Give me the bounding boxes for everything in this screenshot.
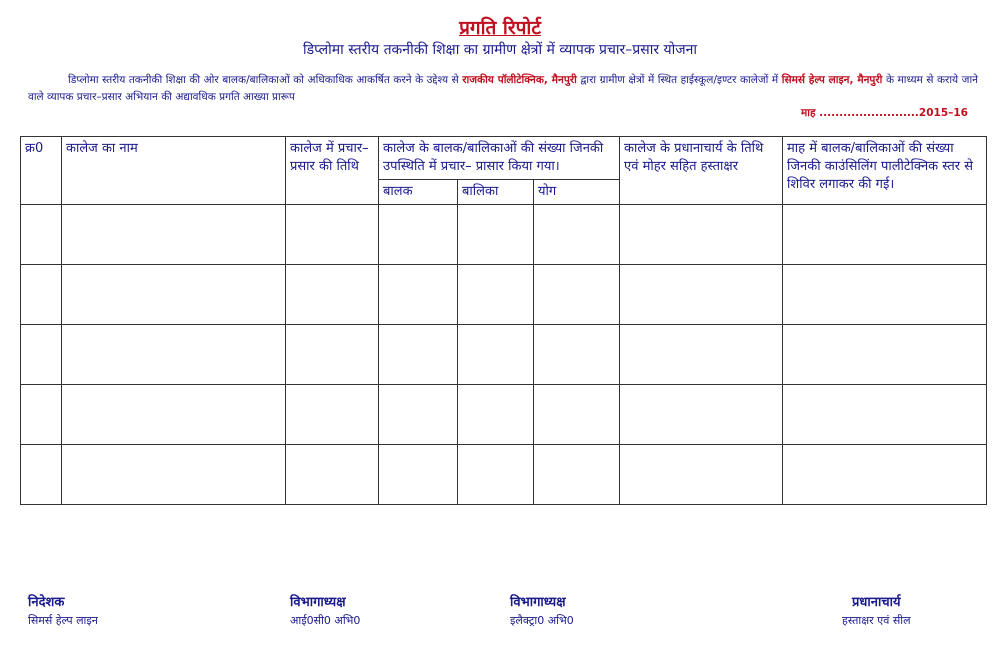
table-cell[interactable] [620, 205, 783, 265]
table-cell[interactable] [783, 265, 987, 325]
signature-director [28, 592, 98, 628]
page-title: प्रगति रिपोर्ट [459, 17, 541, 39]
col-students-header: कालेज के बालक/बालिकाओं की संख्या जिनकी उपस्थिति में प्रचार– प्रासार किया गया। [379, 137, 620, 180]
table-cell[interactable] [21, 205, 62, 265]
col-girls-header: बालिका [458, 180, 534, 205]
intro-highlight-1: राजकीय पॉलीटेक्निक, मैनपुरी [462, 74, 577, 86]
table-cell[interactable] [620, 265, 783, 325]
col-boys-header: बालक [379, 180, 458, 205]
table-cell[interactable] [62, 385, 286, 445]
table-cell[interactable] [458, 325, 534, 385]
table-cell[interactable] [379, 445, 458, 505]
table-cell[interactable] [286, 385, 379, 445]
table-row [21, 205, 987, 265]
signature-hod-ic-sub: आई0सी0 अभि0 [290, 614, 361, 627]
table-row [21, 385, 987, 445]
table-cell[interactable] [62, 325, 286, 385]
intro-text-1: डिप्लोमा स्तरीय तकनीकी शिक्षा की ओर बालक/बालिकाओं को अधिकाधिक आकर्षित करने के उद्देश्य से [68, 74, 459, 86]
table-cell[interactable] [62, 265, 286, 325]
table-body [21, 205, 987, 505]
table-cell[interactable] [379, 385, 458, 445]
table-cell[interactable] [620, 445, 783, 505]
progress-table [20, 136, 987, 505]
col-principal-header: कालेज के प्रधानाचार्य के तिथि एवं मोहर सहित हस्ताक्षर [620, 137, 783, 205]
table-cell[interactable] [534, 205, 620, 265]
col-camp-header: माह में बालक/बालिकाओं की संख्या जिनकी काउंसिलिंग पालीटेक्निक स्तर से शिविर लगाकर की गई। [783, 137, 987, 205]
signature-hod-ic [290, 592, 360, 628]
table-cell[interactable] [458, 205, 534, 265]
table-cell[interactable] [286, 445, 379, 505]
intro-paragraph [28, 72, 978, 106]
table-row [21, 265, 987, 325]
intro-text-2: द्वारा ग्रामीण क्षेत्रों में स्थित हाईस्कूल/इण्टर कालेजों में [580, 74, 779, 86]
signature-principal [842, 592, 911, 628]
table-cell[interactable] [379, 325, 458, 385]
table-header-row [21, 137, 987, 180]
table-cell[interactable] [21, 385, 62, 445]
intro-text-3: के माध्यम से कराये जाने वाले व्यापक प्रचार–प्रसार अभियान की अद्यावधिक प्रगति आख्या प्रारूप [28, 74, 979, 103]
table-cell[interactable] [21, 445, 62, 505]
table-cell[interactable] [534, 325, 620, 385]
table-cell[interactable] [458, 445, 534, 505]
col-date-header: कालेज में प्रचार–प्रसार की तिथि [286, 137, 379, 205]
signature-director-sub: सिमर्स हेल्प लाइन [28, 614, 98, 627]
col-total-header: योग [534, 180, 620, 205]
signature-hod-ic-title: विभागाध्यक्ष [290, 595, 346, 610]
table-row [21, 325, 987, 385]
table-cell[interactable] [620, 385, 783, 445]
table-cell[interactable] [21, 325, 62, 385]
table-cell[interactable] [458, 385, 534, 445]
table-cell[interactable] [286, 265, 379, 325]
page-subtitle: डिप्लोमा स्तरीय तकनीकी शिक्षा का ग्रामीण क्षेत्रों में व्यापक प्रचार–प्रसार योजना [302, 42, 698, 58]
table-cell[interactable] [379, 205, 458, 265]
signature-hod-electrical-sub: इलैक्ट्रा0 अभि0 [510, 614, 574, 627]
table-row [21, 445, 987, 505]
table-cell[interactable] [458, 265, 534, 325]
signature-principal-title: प्रधानाचार्य [852, 595, 901, 610]
table-cell[interactable] [620, 325, 783, 385]
intro-highlight-2: सिमर्स हेल्प लाइन, मैनपुरी [781, 74, 883, 86]
signature-hod-electrical-title: विभागाध्यक्ष [510, 595, 566, 610]
table-cell[interactable] [534, 385, 620, 445]
table-cell[interactable] [286, 205, 379, 265]
table-cell[interactable] [783, 445, 987, 505]
table-cell[interactable] [783, 385, 987, 445]
table-cell[interactable] [286, 325, 379, 385]
col-serial-header: क्र0 [21, 137, 62, 205]
table-cell[interactable] [783, 325, 987, 385]
table-cell[interactable] [534, 445, 620, 505]
table-cell[interactable] [534, 265, 620, 325]
table-cell[interactable] [783, 205, 987, 265]
month-field: माह .........................2015–16 [800, 107, 968, 119]
table-cell[interactable] [62, 445, 286, 505]
table-cell[interactable] [21, 265, 62, 325]
signature-principal-sub: हस्ताक्षर एवं सील [842, 614, 911, 627]
signature-hod-electrical [510, 592, 574, 628]
table-cell[interactable] [62, 205, 286, 265]
signature-director-title: निदेशक [28, 595, 65, 610]
table-cell[interactable] [379, 265, 458, 325]
col-college-header: कालेज का नाम [62, 137, 286, 205]
